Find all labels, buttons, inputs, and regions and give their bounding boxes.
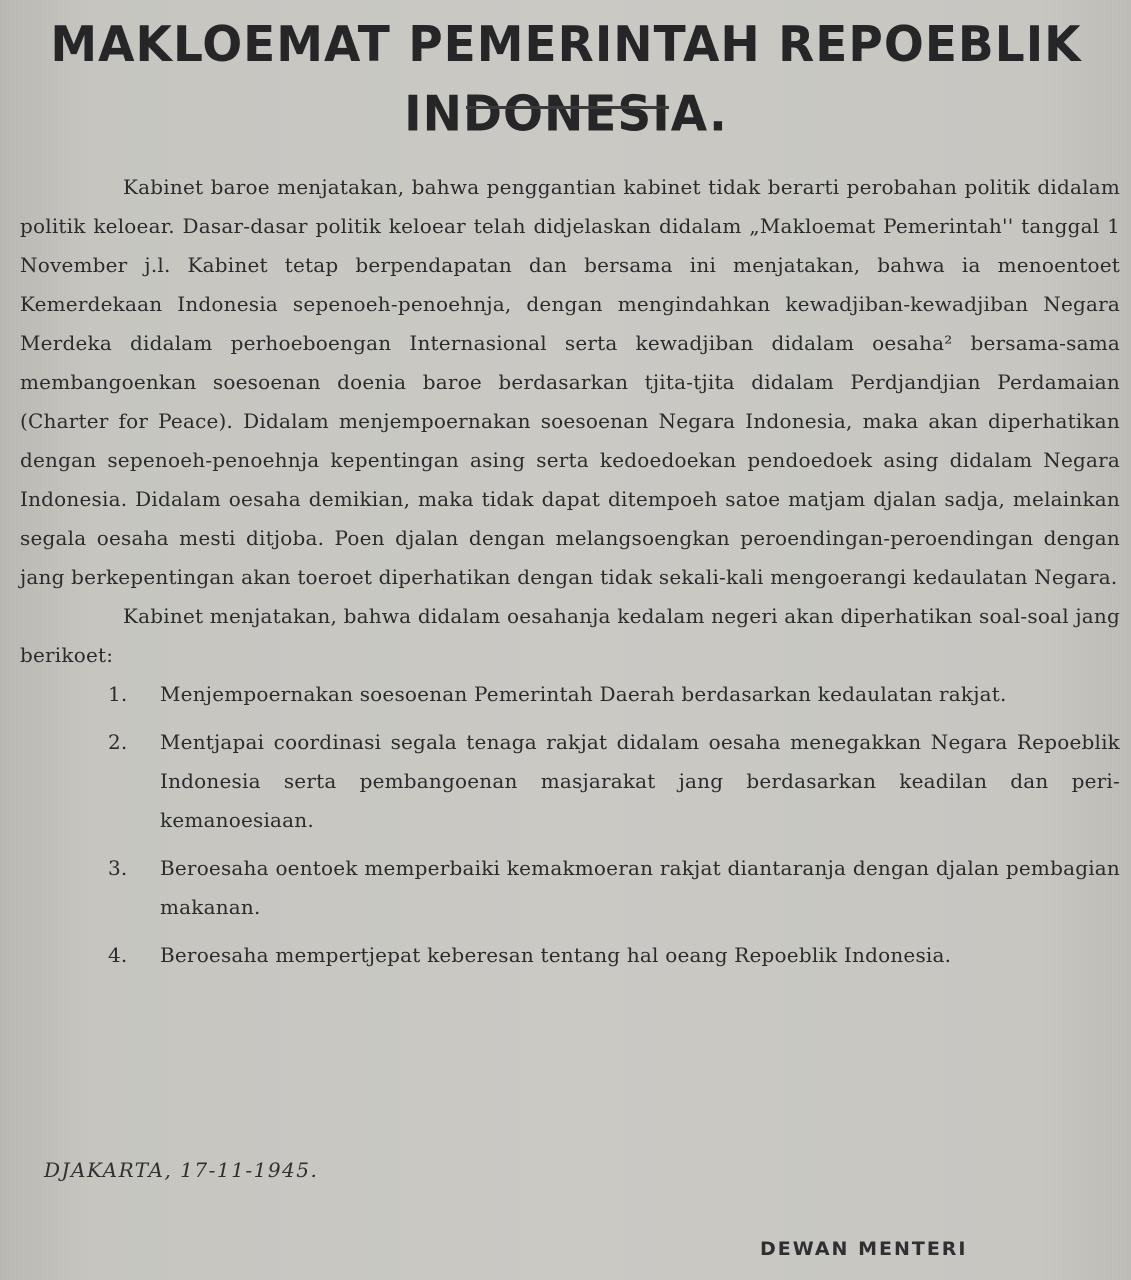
place-date: DJAKARTA, 17-11-1945. — [44, 1158, 319, 1182]
list-item — [20, 675, 1120, 714]
list-item-number: 1. — [108, 682, 128, 706]
list-item-text: Beroesaha oentoek memperbaiki kemakmoeran rakjat diantaranja dengan djalan pembagian makanan. — [160, 856, 1120, 919]
paragraph-foreign-policy: Kabinet baroe menjatakan, bahwa penggantian kabinet tidak berarti perobahan politik didalam politik keloear. Dasar-dasar politik keloear telah didjelaskan didalam „Makloemat Pemerintah'' tanggal 1 November j.l. Kabinet tetap berpendapatan dan bersama ini menjatakan, bahwa ia menoentoet Kemerdekaan Indonesia sepenoeh-penoehnja, dengan mengindahkan kewadjiban-kewadjiban Negara Merdeka didalam perhoeboengan Internasional serta kewadjiban didalam oesaha² bersama-sama membangoenkan soesoenan doenia baroe berdasarkan tjita-tjita didalam Perdjandjian Perdamaian (Charter for Peace). Didalam menjempoernakan soesoenan Negara Indonesia, maka akan diperhatikan dengan sepenoeh-penoehnja kepentingan asing serta kedoedoekan pendoedoek asing didalam Negara Indonesia. Didalam oesaha demikian, maka tidak dapat ditempoeh satoe matjam djalan sadja, melainkan segala oesaha mesti ditjoba. Poen djalan dengan melangsoengkan peroendingan-peroendingan dengan jang berkepentingan akan toeroet diperhatikan dengan tidak sekali-kali mengoerangi kedaulatan Negara. — [20, 175, 1120, 589]
list-item-text: Beroesaha mempertjepat keberesan tentang hal oeang Repoeblik Indonesia. — [160, 943, 952, 967]
list-item-text: Mentjapai coordinasi segala tenaga rakjat didalam oesaha menegakkan Negara Repoeblik Indonesia serta pembangoenan masjarakat jang berdasarkan keadilan dan peri-kemanoesiaan. — [160, 730, 1120, 832]
list-item — [20, 723, 1120, 840]
headline-rule — [466, 106, 669, 109]
list-item-number: 2. — [108, 730, 128, 754]
domestic-policy-list — [20, 675, 1120, 975]
list-item-text: Menjempoernakan soesoenan Pemerintah Daerah berdasarkan kedaulatan rakjat. — [160, 682, 1007, 706]
announcement-body — [20, 168, 1120, 975]
headline: MAKLOEMAT PEMERINTAH REPOEBLIK INDONESIA. — [50, 15, 1082, 143]
list-item — [20, 849, 1120, 927]
list-item — [20, 936, 1120, 975]
signatory: DEWAN MENTERI — [760, 1238, 968, 1260]
paragraph-domestic-intro: Kabinet menjatakan, bahwa didalam oesahanja kedalam negeri akan diperhatikan soal-soal jang berikoet: — [20, 604, 1120, 667]
list-item-number: 4. — [108, 943, 128, 967]
list-item-number: 3. — [108, 856, 128, 880]
